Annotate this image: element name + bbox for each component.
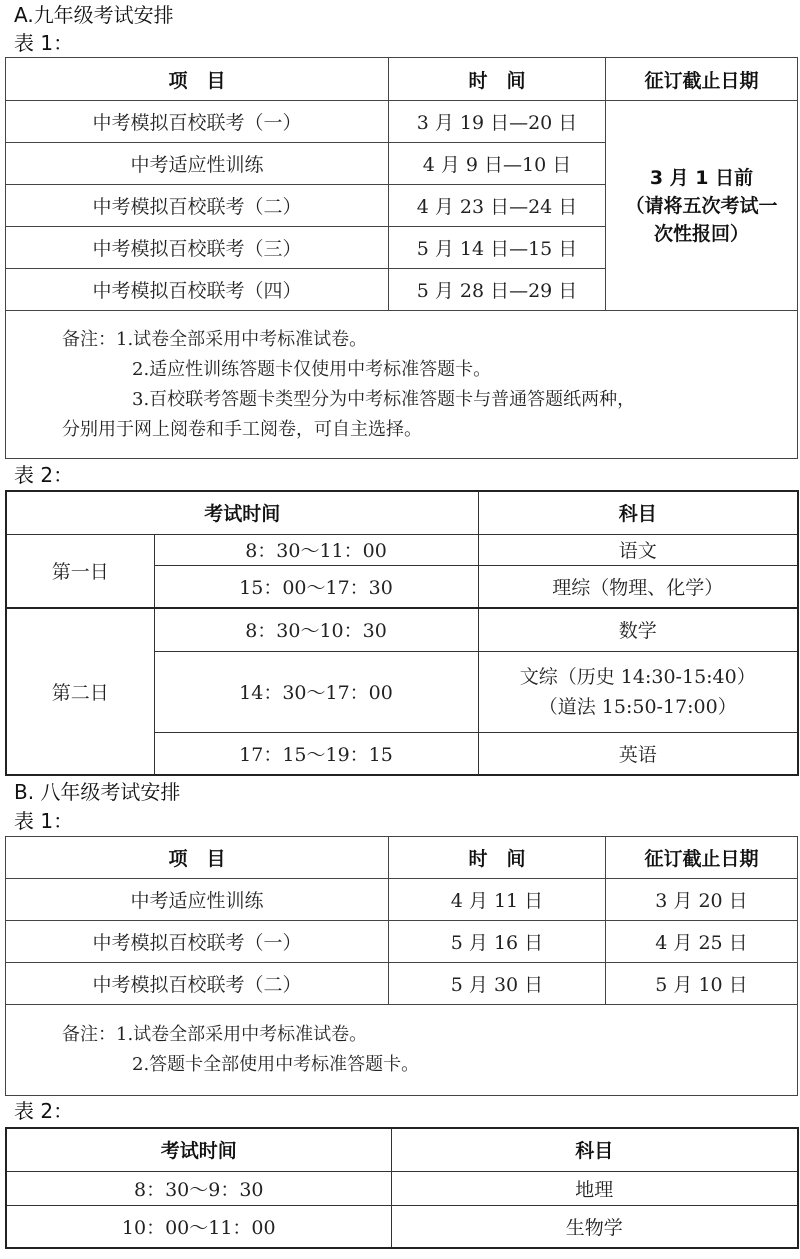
exam-item: 中考模拟百校联考（二） bbox=[6, 185, 389, 227]
table-header-row bbox=[6, 58, 798, 101]
header-exam-time: 考试时间 bbox=[6, 1128, 391, 1171]
exam-item: 中考模拟百校联考（一） bbox=[6, 101, 389, 143]
grade8-timetable bbox=[5, 1127, 799, 1249]
table-header-row bbox=[6, 1128, 798, 1171]
section-b-table2-label: 表 2： bbox=[14, 1099, 74, 1123]
session-subject: 英语 bbox=[478, 732, 798, 775]
session-time: 8：30～10：30 bbox=[154, 608, 478, 651]
exam-time: 5 月 28 日—29 日 bbox=[389, 269, 606, 311]
note-3-continued: 分别用于网上阅卷和手工阅卷，可自主选择。 bbox=[62, 418, 422, 440]
table-row bbox=[6, 963, 798, 1005]
exam-item: 中考模拟百校联考（一） bbox=[6, 921, 389, 963]
table-row bbox=[6, 101, 798, 143]
exam-time: 4 月 9 日—10 日 bbox=[389, 143, 606, 185]
table-header-row bbox=[6, 491, 798, 534]
notes-row bbox=[6, 311, 798, 459]
section-b-table1-label: 表 1： bbox=[14, 809, 74, 833]
session-subject: 理综（物理、化学） bbox=[478, 565, 798, 608]
session-time: 10：00～11：00 bbox=[6, 1205, 391, 1248]
section-b-title: B. 八年级考试安排 bbox=[14, 780, 181, 804]
session-subject: 生物学 bbox=[391, 1205, 798, 1248]
session-time: 17：15～19：15 bbox=[154, 732, 478, 775]
table-row bbox=[6, 1205, 798, 1248]
header-deadline: 征订截止日期 bbox=[606, 58, 798, 101]
order-deadline: 4 月 25 日 bbox=[606, 921, 798, 963]
section-a-table2-label: 表 2： bbox=[14, 463, 74, 487]
session-subject: 数学 bbox=[478, 608, 798, 651]
table-row bbox=[6, 879, 798, 921]
exam-item: 中考模拟百校联考（四） bbox=[6, 269, 389, 311]
section-a-title: A.九年级考试安排 bbox=[14, 3, 174, 27]
exam-item: 中考适应性训练 bbox=[6, 143, 389, 185]
header-deadline: 征订截止日期 bbox=[606, 837, 798, 879]
exam-item: 中考模拟百校联考（二） bbox=[6, 963, 389, 1005]
header-exam-time: 考试时间 bbox=[6, 491, 478, 534]
session-subject: 语文 bbox=[478, 534, 798, 565]
table-row bbox=[6, 534, 798, 565]
exam-item: 中考适应性训练 bbox=[6, 879, 389, 921]
table-row bbox=[6, 608, 798, 651]
header-subject: 科目 bbox=[391, 1128, 798, 1171]
grade9-timetable bbox=[5, 490, 799, 776]
header-subject: 科目 bbox=[478, 491, 798, 534]
order-deadline: 5 月 10 日 bbox=[606, 963, 798, 1005]
subject-line2: （道法 15:50-17:00） bbox=[538, 695, 737, 718]
table-row bbox=[6, 1171, 798, 1205]
note-2: 2.答题卡全部使用中考标准答题卡。 bbox=[132, 1054, 420, 1075]
session-time: 8：30～9：30 bbox=[6, 1171, 391, 1205]
deadline-line2: （请将五次考试一 bbox=[625, 194, 778, 217]
table-row bbox=[6, 921, 798, 963]
session-time: 15：00～17：30 bbox=[154, 565, 478, 608]
note-3: 3.百校联考答题卡类型分为中考标准答题卡与普通答题纸两种， bbox=[132, 388, 636, 410]
notes-cell bbox=[6, 1005, 798, 1096]
header-item: 项 目 bbox=[6, 837, 389, 879]
session-time: 14：30～17：00 bbox=[154, 651, 478, 732]
note-1: 备注：1.试卷全部采用中考标准试卷。 bbox=[62, 1024, 368, 1045]
note-2: 2.适应性训练答题卡仅使用中考标准答题卡。 bbox=[132, 358, 492, 380]
exam-time: 5 月 14 日—15 日 bbox=[389, 227, 606, 269]
header-item: 项 目 bbox=[6, 58, 389, 101]
exam-time: 4 月 23 日—24 日 bbox=[389, 185, 606, 227]
exam-time: 3 月 19 日—20 日 bbox=[389, 101, 606, 143]
session-subject bbox=[478, 651, 798, 732]
notes-cell bbox=[6, 311, 798, 459]
day-label: 第一日 bbox=[6, 534, 154, 608]
notes-row bbox=[6, 1005, 798, 1096]
section-a-table1-label: 表 1： bbox=[14, 31, 74, 55]
exam-time: 5 月 30 日 bbox=[389, 963, 606, 1005]
exam-item: 中考模拟百校联考（三） bbox=[6, 227, 389, 269]
session-time: 8：30～11：00 bbox=[154, 534, 478, 565]
note-1: 备注：1.试卷全部采用中考标准试卷。 bbox=[62, 328, 368, 350]
table-header-row bbox=[6, 837, 798, 879]
order-deadline: 3 月 20 日 bbox=[606, 879, 798, 921]
session-subject: 地理 bbox=[391, 1171, 798, 1205]
header-time: 时 间 bbox=[389, 837, 606, 879]
exam-time: 4 月 11 日 bbox=[389, 879, 606, 921]
deadline-line3: 次性报回） bbox=[653, 222, 749, 245]
subject-line1: 文综（历史 14:30-15:40） bbox=[519, 665, 756, 688]
exam-time: 5 月 16 日 bbox=[389, 921, 606, 963]
header-time: 时 间 bbox=[389, 58, 606, 101]
grade9-schedule-table bbox=[5, 57, 798, 459]
day-label: 第二日 bbox=[6, 608, 154, 775]
grade8-schedule-table bbox=[5, 836, 798, 1096]
order-deadline bbox=[606, 101, 798, 311]
deadline-line1: 3 月 1 日前 bbox=[649, 166, 754, 189]
